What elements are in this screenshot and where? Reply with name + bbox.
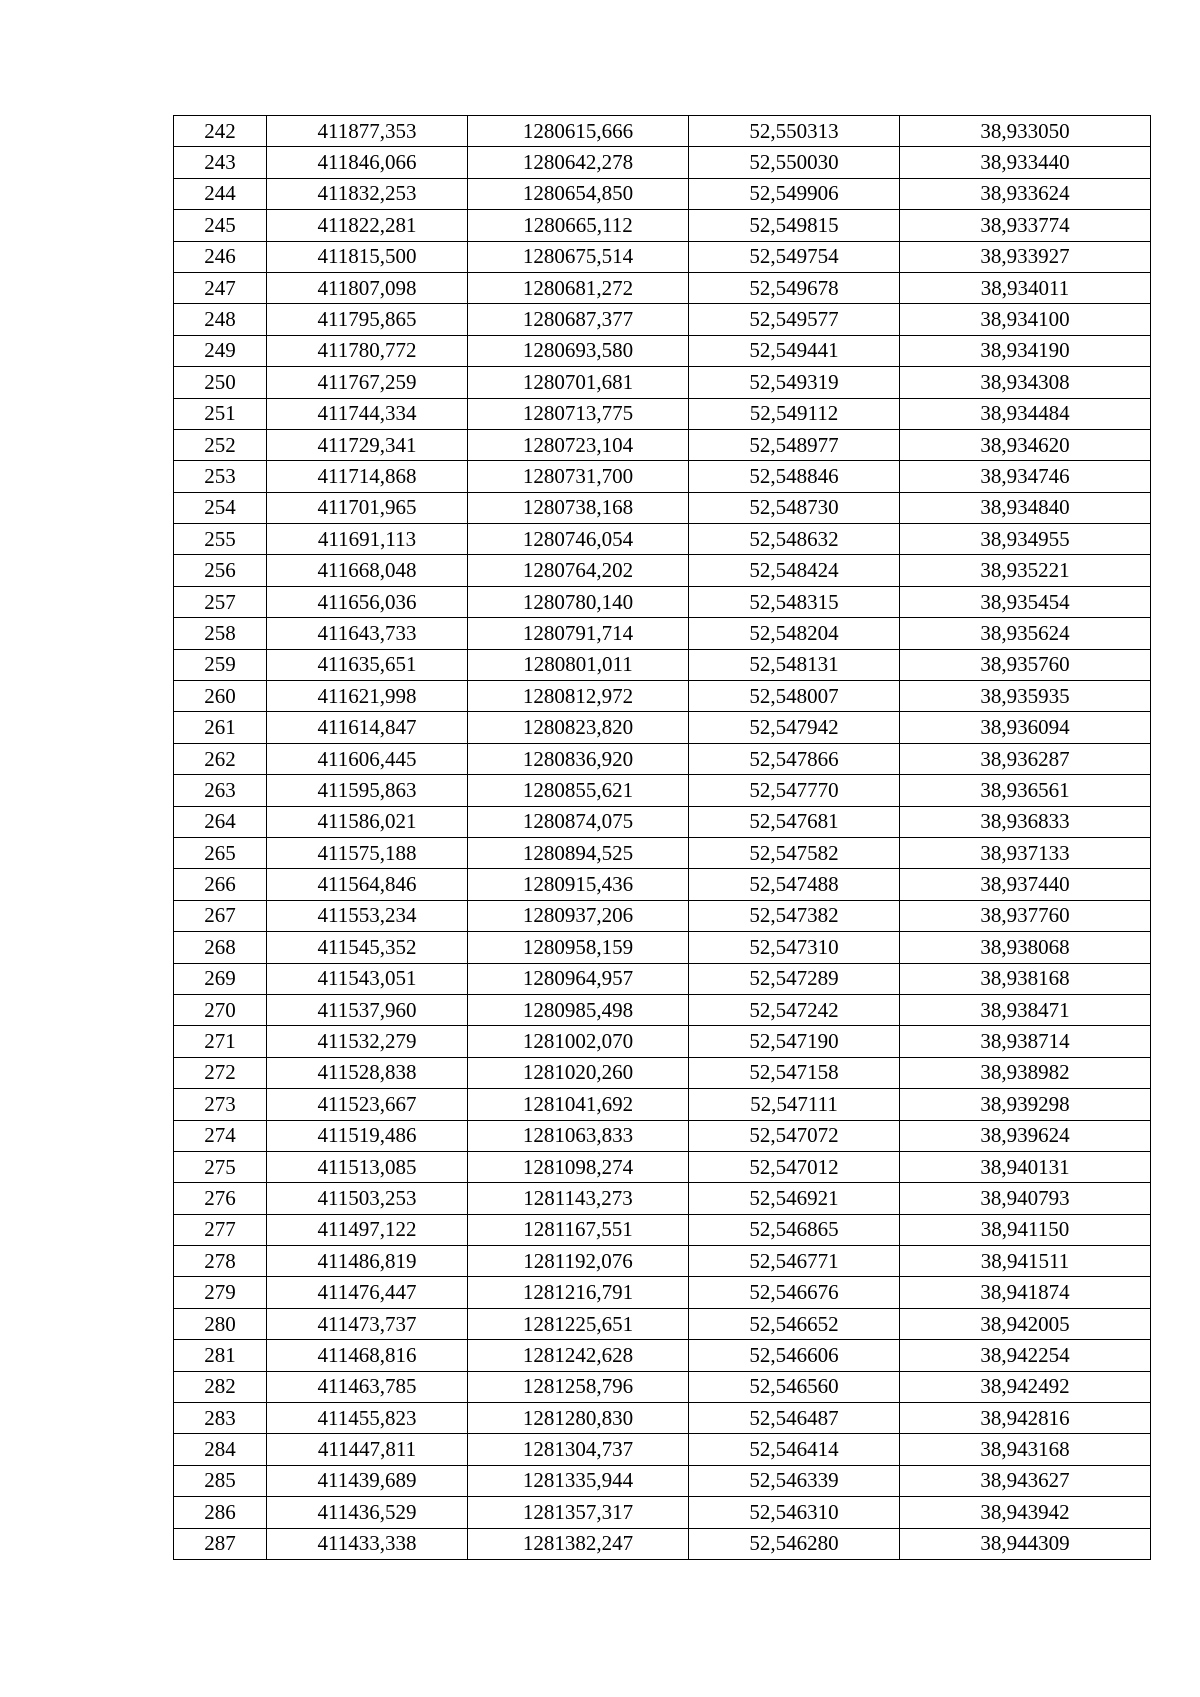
y-coordinate-cell: 1280654,850 [468, 178, 689, 209]
y-coordinate-cell: 1280693,580 [468, 335, 689, 366]
latitude-cell: 52,546560 [689, 1371, 900, 1402]
x-coordinate-cell: 411795,865 [267, 304, 468, 335]
table-row [174, 461, 1151, 492]
longitude-cell: 38,941511 [900, 1246, 1151, 1277]
latitude-cell: 52,549319 [689, 367, 900, 398]
longitude-cell: 38,937440 [900, 869, 1151, 900]
x-coordinate-cell: 411614,847 [267, 712, 468, 743]
point-number-cell: 274 [174, 1120, 267, 1151]
y-coordinate-cell: 1280701,681 [468, 367, 689, 398]
y-coordinate-cell: 1281041,692 [468, 1089, 689, 1120]
y-coordinate-cell: 1280764,202 [468, 555, 689, 586]
longitude-cell: 38,935221 [900, 555, 1151, 586]
table-row [174, 1497, 1151, 1528]
longitude-cell: 38,933774 [900, 210, 1151, 241]
latitude-cell: 52,546280 [689, 1528, 900, 1559]
point-number-cell: 258 [174, 618, 267, 649]
y-coordinate-cell: 1281098,274 [468, 1151, 689, 1182]
latitude-cell: 52,548977 [689, 429, 900, 460]
point-number-cell: 283 [174, 1403, 267, 1434]
longitude-cell: 38,936094 [900, 712, 1151, 743]
y-coordinate-cell: 1281382,247 [468, 1528, 689, 1559]
x-coordinate-cell: 411807,098 [267, 272, 468, 303]
longitude-cell: 38,933927 [900, 241, 1151, 272]
x-coordinate-cell: 411468,816 [267, 1340, 468, 1371]
table-row [174, 1434, 1151, 1465]
latitude-cell: 52,548846 [689, 461, 900, 492]
point-number-cell: 286 [174, 1497, 267, 1528]
x-coordinate-cell: 411815,500 [267, 241, 468, 272]
point-number-cell: 272 [174, 1057, 267, 1088]
point-number-cell: 261 [174, 712, 267, 743]
point-number-cell: 260 [174, 681, 267, 712]
table-row [174, 1308, 1151, 1339]
y-coordinate-cell: 1280855,621 [468, 775, 689, 806]
longitude-cell: 38,935935 [900, 681, 1151, 712]
longitude-cell: 38,933624 [900, 178, 1151, 209]
longitude-cell: 38,943168 [900, 1434, 1151, 1465]
x-coordinate-cell: 411595,863 [267, 775, 468, 806]
longitude-cell: 38,934840 [900, 492, 1151, 523]
table-row [174, 492, 1151, 523]
table-row [174, 837, 1151, 868]
y-coordinate-cell: 1280642,278 [468, 147, 689, 178]
table-row [174, 272, 1151, 303]
table-row [174, 398, 1151, 429]
x-coordinate-cell: 411668,048 [267, 555, 468, 586]
y-coordinate-cell: 1281242,628 [468, 1340, 689, 1371]
x-coordinate-cell: 411606,445 [267, 743, 468, 774]
longitude-cell: 38,934746 [900, 461, 1151, 492]
point-number-cell: 269 [174, 963, 267, 994]
point-number-cell: 270 [174, 994, 267, 1025]
longitude-cell: 38,935454 [900, 586, 1151, 617]
y-coordinate-cell: 1280675,514 [468, 241, 689, 272]
latitude-cell: 52,547582 [689, 837, 900, 868]
point-number-cell: 250 [174, 367, 267, 398]
point-number-cell: 263 [174, 775, 267, 806]
longitude-cell: 38,935624 [900, 618, 1151, 649]
y-coordinate-cell: 1280746,054 [468, 524, 689, 555]
longitude-cell: 38,938714 [900, 1026, 1151, 1057]
longitude-cell: 38,943942 [900, 1497, 1151, 1528]
point-number-cell: 243 [174, 147, 267, 178]
y-coordinate-cell: 1280713,775 [468, 398, 689, 429]
point-number-cell: 265 [174, 837, 267, 868]
latitude-cell: 52,546865 [689, 1214, 900, 1245]
point-number-cell: 280 [174, 1308, 267, 1339]
y-coordinate-cell: 1280915,436 [468, 869, 689, 900]
point-number-cell: 242 [174, 116, 267, 147]
point-number-cell: 287 [174, 1528, 267, 1559]
longitude-cell: 38,937760 [900, 900, 1151, 931]
point-number-cell: 276 [174, 1183, 267, 1214]
point-number-cell: 273 [174, 1089, 267, 1120]
table-row [174, 932, 1151, 963]
latitude-cell: 52,548204 [689, 618, 900, 649]
longitude-cell: 38,942816 [900, 1403, 1151, 1434]
x-coordinate-cell: 411523,667 [267, 1089, 468, 1120]
latitude-cell: 52,550313 [689, 116, 900, 147]
point-number-cell: 248 [174, 304, 267, 335]
longitude-cell: 38,933050 [900, 116, 1151, 147]
table-row [174, 335, 1151, 366]
table-row [174, 147, 1151, 178]
latitude-cell: 52,548632 [689, 524, 900, 555]
y-coordinate-cell: 1281280,830 [468, 1403, 689, 1434]
y-coordinate-cell: 1280836,920 [468, 743, 689, 774]
table-row [174, 1246, 1151, 1277]
latitude-cell: 52,547012 [689, 1151, 900, 1182]
y-coordinate-cell: 1280964,957 [468, 963, 689, 994]
latitude-cell: 52,546921 [689, 1183, 900, 1214]
latitude-cell: 52,546339 [689, 1465, 900, 1496]
x-coordinate-cell: 411447,811 [267, 1434, 468, 1465]
x-coordinate-cell: 411564,846 [267, 869, 468, 900]
point-number-cell: 275 [174, 1151, 267, 1182]
longitude-cell: 38,934011 [900, 272, 1151, 303]
table-row [174, 555, 1151, 586]
table-row [174, 1277, 1151, 1308]
point-number-cell: 257 [174, 586, 267, 617]
table-row [174, 116, 1151, 147]
point-number-cell: 267 [174, 900, 267, 931]
table-row [174, 649, 1151, 680]
latitude-cell: 52,546414 [689, 1434, 900, 1465]
point-number-cell: 252 [174, 429, 267, 460]
x-coordinate-cell: 411532,279 [267, 1026, 468, 1057]
longitude-cell: 38,941150 [900, 1214, 1151, 1245]
x-coordinate-cell: 411575,188 [267, 837, 468, 868]
x-coordinate-cell: 411436,529 [267, 1497, 468, 1528]
y-coordinate-cell: 1281143,273 [468, 1183, 689, 1214]
x-coordinate-cell: 411545,352 [267, 932, 468, 963]
y-coordinate-cell: 1280958,159 [468, 932, 689, 963]
point-number-cell: 278 [174, 1246, 267, 1277]
latitude-cell: 52,547770 [689, 775, 900, 806]
latitude-cell: 52,548315 [689, 586, 900, 617]
longitude-cell: 38,939624 [900, 1120, 1151, 1151]
x-coordinate-cell: 411439,689 [267, 1465, 468, 1496]
x-coordinate-cell: 411476,447 [267, 1277, 468, 1308]
table-row [174, 1183, 1151, 1214]
x-coordinate-cell: 411877,353 [267, 116, 468, 147]
table-row [174, 1120, 1151, 1151]
table-row [174, 1340, 1151, 1371]
point-number-cell: 262 [174, 743, 267, 774]
latitude-cell: 52,549754 [689, 241, 900, 272]
latitude-cell: 52,546487 [689, 1403, 900, 1434]
latitude-cell: 52,547242 [689, 994, 900, 1025]
latitude-cell: 52,549678 [689, 272, 900, 303]
y-coordinate-cell: 1280894,525 [468, 837, 689, 868]
y-coordinate-cell: 1280874,075 [468, 806, 689, 837]
x-coordinate-cell: 411714,868 [267, 461, 468, 492]
y-coordinate-cell: 1281258,796 [468, 1371, 689, 1402]
latitude-cell: 52,546606 [689, 1340, 900, 1371]
latitude-cell: 52,546652 [689, 1308, 900, 1339]
x-coordinate-cell: 411553,234 [267, 900, 468, 931]
y-coordinate-cell: 1280823,820 [468, 712, 689, 743]
y-coordinate-cell: 1281357,317 [468, 1497, 689, 1528]
latitude-cell: 52,547681 [689, 806, 900, 837]
x-coordinate-cell: 411780,772 [267, 335, 468, 366]
longitude-cell: 38,936287 [900, 743, 1151, 774]
point-number-cell: 277 [174, 1214, 267, 1245]
table-row [174, 869, 1151, 900]
longitude-cell: 38,942005 [900, 1308, 1151, 1339]
y-coordinate-cell: 1281167,551 [468, 1214, 689, 1245]
point-number-cell: 266 [174, 869, 267, 900]
x-coordinate-cell: 411455,823 [267, 1403, 468, 1434]
table-row [174, 1371, 1151, 1402]
y-coordinate-cell: 1281335,944 [468, 1465, 689, 1496]
latitude-cell: 52,547488 [689, 869, 900, 900]
y-coordinate-cell: 1281002,070 [468, 1026, 689, 1057]
longitude-cell: 38,940131 [900, 1151, 1151, 1182]
x-coordinate-cell: 411635,651 [267, 649, 468, 680]
point-number-cell: 282 [174, 1371, 267, 1402]
x-coordinate-cell: 411537,960 [267, 994, 468, 1025]
table-row [174, 775, 1151, 806]
x-coordinate-cell: 411767,259 [267, 367, 468, 398]
latitude-cell: 52,547942 [689, 712, 900, 743]
x-coordinate-cell: 411643,733 [267, 618, 468, 649]
x-coordinate-cell: 411433,338 [267, 1528, 468, 1559]
y-coordinate-cell: 1280723,104 [468, 429, 689, 460]
table-row [174, 681, 1151, 712]
latitude-cell: 52,546771 [689, 1246, 900, 1277]
x-coordinate-cell: 411832,253 [267, 178, 468, 209]
point-number-cell: 254 [174, 492, 267, 523]
latitude-cell: 52,548131 [689, 649, 900, 680]
x-coordinate-cell: 411497,122 [267, 1214, 468, 1245]
coordinates-table [173, 115, 1151, 1560]
coordinates-table-body [174, 116, 1151, 1560]
table-row [174, 963, 1151, 994]
table-row [174, 712, 1151, 743]
longitude-cell: 38,943627 [900, 1465, 1151, 1496]
point-number-cell: 285 [174, 1465, 267, 1496]
x-coordinate-cell: 411656,036 [267, 586, 468, 617]
point-number-cell: 255 [174, 524, 267, 555]
latitude-cell: 52,546676 [689, 1277, 900, 1308]
latitude-cell: 52,547382 [689, 900, 900, 931]
y-coordinate-cell: 1281216,791 [468, 1277, 689, 1308]
latitude-cell: 52,547310 [689, 932, 900, 963]
latitude-cell: 52,549112 [689, 398, 900, 429]
latitude-cell: 52,550030 [689, 147, 900, 178]
longitude-cell: 38,944309 [900, 1528, 1151, 1559]
table-row [174, 1057, 1151, 1088]
longitude-cell: 38,934190 [900, 335, 1151, 366]
y-coordinate-cell: 1280731,700 [468, 461, 689, 492]
x-coordinate-cell: 411701,965 [267, 492, 468, 523]
x-coordinate-cell: 411463,785 [267, 1371, 468, 1402]
longitude-cell: 38,940793 [900, 1183, 1151, 1214]
table-row [174, 806, 1151, 837]
table-row [174, 1026, 1151, 1057]
table-row [174, 1465, 1151, 1496]
point-number-cell: 256 [174, 555, 267, 586]
latitude-cell: 52,549815 [689, 210, 900, 241]
table-row [174, 1528, 1151, 1559]
latitude-cell: 52,547158 [689, 1057, 900, 1088]
table-row [174, 429, 1151, 460]
point-number-cell: 279 [174, 1277, 267, 1308]
table-row [174, 241, 1151, 272]
y-coordinate-cell: 1281192,076 [468, 1246, 689, 1277]
x-coordinate-cell: 411528,838 [267, 1057, 468, 1088]
longitude-cell: 38,935760 [900, 649, 1151, 680]
point-number-cell: 253 [174, 461, 267, 492]
longitude-cell: 38,934620 [900, 429, 1151, 460]
y-coordinate-cell: 1280812,972 [468, 681, 689, 712]
latitude-cell: 52,547866 [689, 743, 900, 774]
longitude-cell: 38,941874 [900, 1277, 1151, 1308]
point-number-cell: 245 [174, 210, 267, 241]
x-coordinate-cell: 411543,051 [267, 963, 468, 994]
x-coordinate-cell: 411473,737 [267, 1308, 468, 1339]
y-coordinate-cell: 1280985,498 [468, 994, 689, 1025]
x-coordinate-cell: 411621,998 [267, 681, 468, 712]
point-number-cell: 268 [174, 932, 267, 963]
point-number-cell: 247 [174, 272, 267, 303]
table-row [174, 1403, 1151, 1434]
y-coordinate-cell: 1280738,168 [468, 492, 689, 523]
x-coordinate-cell: 411486,819 [267, 1246, 468, 1277]
longitude-cell: 38,936561 [900, 775, 1151, 806]
longitude-cell: 38,942254 [900, 1340, 1151, 1371]
table-row [174, 178, 1151, 209]
longitude-cell: 38,938168 [900, 963, 1151, 994]
x-coordinate-cell: 411586,021 [267, 806, 468, 837]
y-coordinate-cell: 1281304,737 [468, 1434, 689, 1465]
table-row [174, 994, 1151, 1025]
point-number-cell: 284 [174, 1434, 267, 1465]
y-coordinate-cell: 1280681,272 [468, 272, 689, 303]
latitude-cell: 52,548424 [689, 555, 900, 586]
latitude-cell: 52,549441 [689, 335, 900, 366]
table-row [174, 618, 1151, 649]
latitude-cell: 52,548007 [689, 681, 900, 712]
y-coordinate-cell: 1280791,714 [468, 618, 689, 649]
y-coordinate-cell: 1281020,260 [468, 1057, 689, 1088]
longitude-cell: 38,936833 [900, 806, 1151, 837]
table-row [174, 304, 1151, 335]
x-coordinate-cell: 411503,253 [267, 1183, 468, 1214]
latitude-cell: 52,549906 [689, 178, 900, 209]
longitude-cell: 38,938471 [900, 994, 1151, 1025]
latitude-cell: 52,547190 [689, 1026, 900, 1057]
table-row [174, 1214, 1151, 1245]
table-row [174, 1151, 1151, 1182]
x-coordinate-cell: 411513,085 [267, 1151, 468, 1182]
y-coordinate-cell: 1281063,833 [468, 1120, 689, 1151]
y-coordinate-cell: 1281225,651 [468, 1308, 689, 1339]
table-row [174, 900, 1151, 931]
latitude-cell: 52,548730 [689, 492, 900, 523]
point-number-cell: 246 [174, 241, 267, 272]
longitude-cell: 38,939298 [900, 1089, 1151, 1120]
longitude-cell: 38,937133 [900, 837, 1151, 868]
x-coordinate-cell: 411822,281 [267, 210, 468, 241]
point-number-cell: 251 [174, 398, 267, 429]
x-coordinate-cell: 411846,066 [267, 147, 468, 178]
y-coordinate-cell: 1280615,666 [468, 116, 689, 147]
latitude-cell: 52,547111 [689, 1089, 900, 1120]
latitude-cell: 52,549577 [689, 304, 900, 335]
point-number-cell: 249 [174, 335, 267, 366]
longitude-cell: 38,934100 [900, 304, 1151, 335]
x-coordinate-cell: 411519,486 [267, 1120, 468, 1151]
y-coordinate-cell: 1280937,206 [468, 900, 689, 931]
longitude-cell: 38,938068 [900, 932, 1151, 963]
longitude-cell: 38,933440 [900, 147, 1151, 178]
longitude-cell: 38,942492 [900, 1371, 1151, 1402]
table-row [174, 210, 1151, 241]
latitude-cell: 52,547072 [689, 1120, 900, 1151]
point-number-cell: 244 [174, 178, 267, 209]
table-row [174, 367, 1151, 398]
longitude-cell: 38,934484 [900, 398, 1151, 429]
longitude-cell: 38,938982 [900, 1057, 1151, 1088]
y-coordinate-cell: 1280687,377 [468, 304, 689, 335]
y-coordinate-cell: 1280801,011 [468, 649, 689, 680]
y-coordinate-cell: 1280665,112 [468, 210, 689, 241]
latitude-cell: 52,546310 [689, 1497, 900, 1528]
y-coordinate-cell: 1280780,140 [468, 586, 689, 617]
x-coordinate-cell: 411691,113 [267, 524, 468, 555]
table-row [174, 1089, 1151, 1120]
longitude-cell: 38,934308 [900, 367, 1151, 398]
latitude-cell: 52,547289 [689, 963, 900, 994]
table-row [174, 524, 1151, 555]
point-number-cell: 259 [174, 649, 267, 680]
x-coordinate-cell: 411729,341 [267, 429, 468, 460]
point-number-cell: 264 [174, 806, 267, 837]
table-row [174, 743, 1151, 774]
point-number-cell: 271 [174, 1026, 267, 1057]
table-row [174, 586, 1151, 617]
longitude-cell: 38,934955 [900, 524, 1151, 555]
point-number-cell: 281 [174, 1340, 267, 1371]
x-coordinate-cell: 411744,334 [267, 398, 468, 429]
